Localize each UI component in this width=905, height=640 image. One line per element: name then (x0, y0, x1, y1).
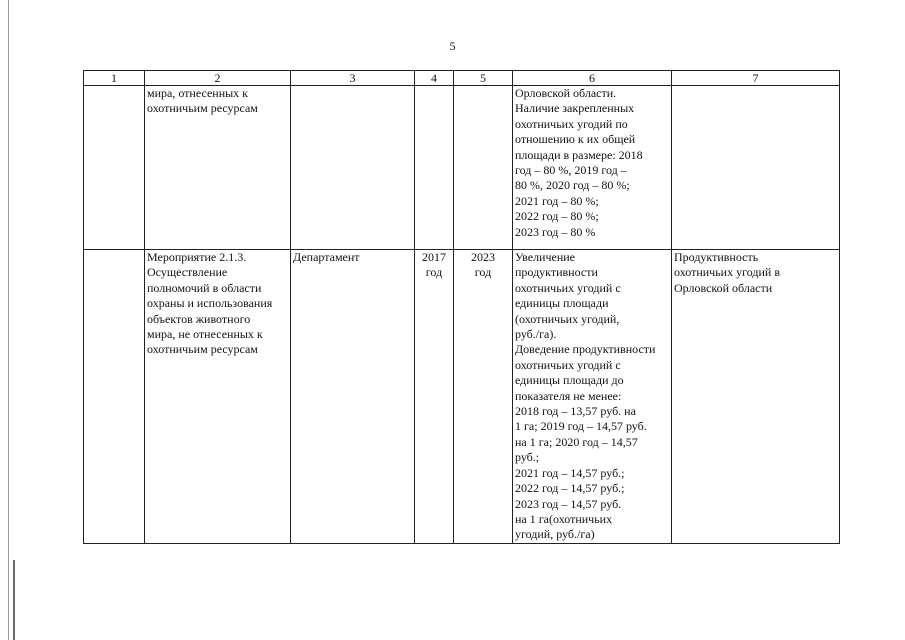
column-header-5: 5 (454, 71, 513, 86)
row1-col3 (291, 86, 415, 250)
row2-col3: Департамент (291, 250, 415, 544)
scan-edge-line (8, 0, 9, 640)
page-number: 5 (449, 39, 456, 53)
table-row (84, 250, 840, 544)
column-header-6: 6 (513, 71, 672, 86)
table-header-row (84, 71, 840, 86)
column-header-7: 7 (672, 71, 840, 86)
column-header-2: 2 (145, 71, 291, 86)
row1-col1 (84, 86, 145, 250)
row1-col4 (415, 86, 454, 250)
scan-edge-mark (13, 560, 15, 640)
row2-col7: Продуктивность охотничьих угодий в Орловской области (672, 250, 840, 544)
row1-col2: мира, отнесенных к охотничьим ресурсам (145, 86, 291, 250)
column-header-4: 4 (415, 71, 454, 86)
column-header-3: 3 (291, 71, 415, 86)
row2-col5: 2023 год (454, 250, 513, 544)
row1-col5 (454, 86, 513, 250)
row2-col4: 2017 год (415, 250, 454, 544)
column-header-1: 1 (84, 71, 145, 86)
row2-col6: Увеличение продуктивности охотничьих угодий с единицы площади (охотничьих угодий, руб./га). Доведение продуктивности охотничьих угодий с единицы площади до показателя не менее: 2018 год – 13,57 руб. на 1 га; 2019 год – 14,57 руб. на 1 га; 2020 год – 14,57 руб.; 2021 год – 14,57 руб.; 2022 год – 14,57 руб.; 2023 год – 14,57 руб. на 1 га(охотничьих угодий, руб./га) (513, 250, 672, 544)
table-row (84, 86, 840, 250)
row1-col7 (672, 86, 840, 250)
row1-col6: Орловской области. Наличие закрепленных охотничьих угодий по отношению к их общей площади в размере: 2018 год – 80 %, 2019 год – 80 %, 2020 год – 80 %; 2021 год – 80 %; 2022 год – 80 %; 2023 год – 80 % (513, 86, 672, 250)
activities-table (83, 70, 840, 544)
row2-col1 (84, 250, 145, 544)
row2-col2: Мероприятие 2.1.3. Осуществление полномочий в области охраны и использования объектов животного мира, не отнесенных к охотничьим ресурсам (145, 250, 291, 544)
